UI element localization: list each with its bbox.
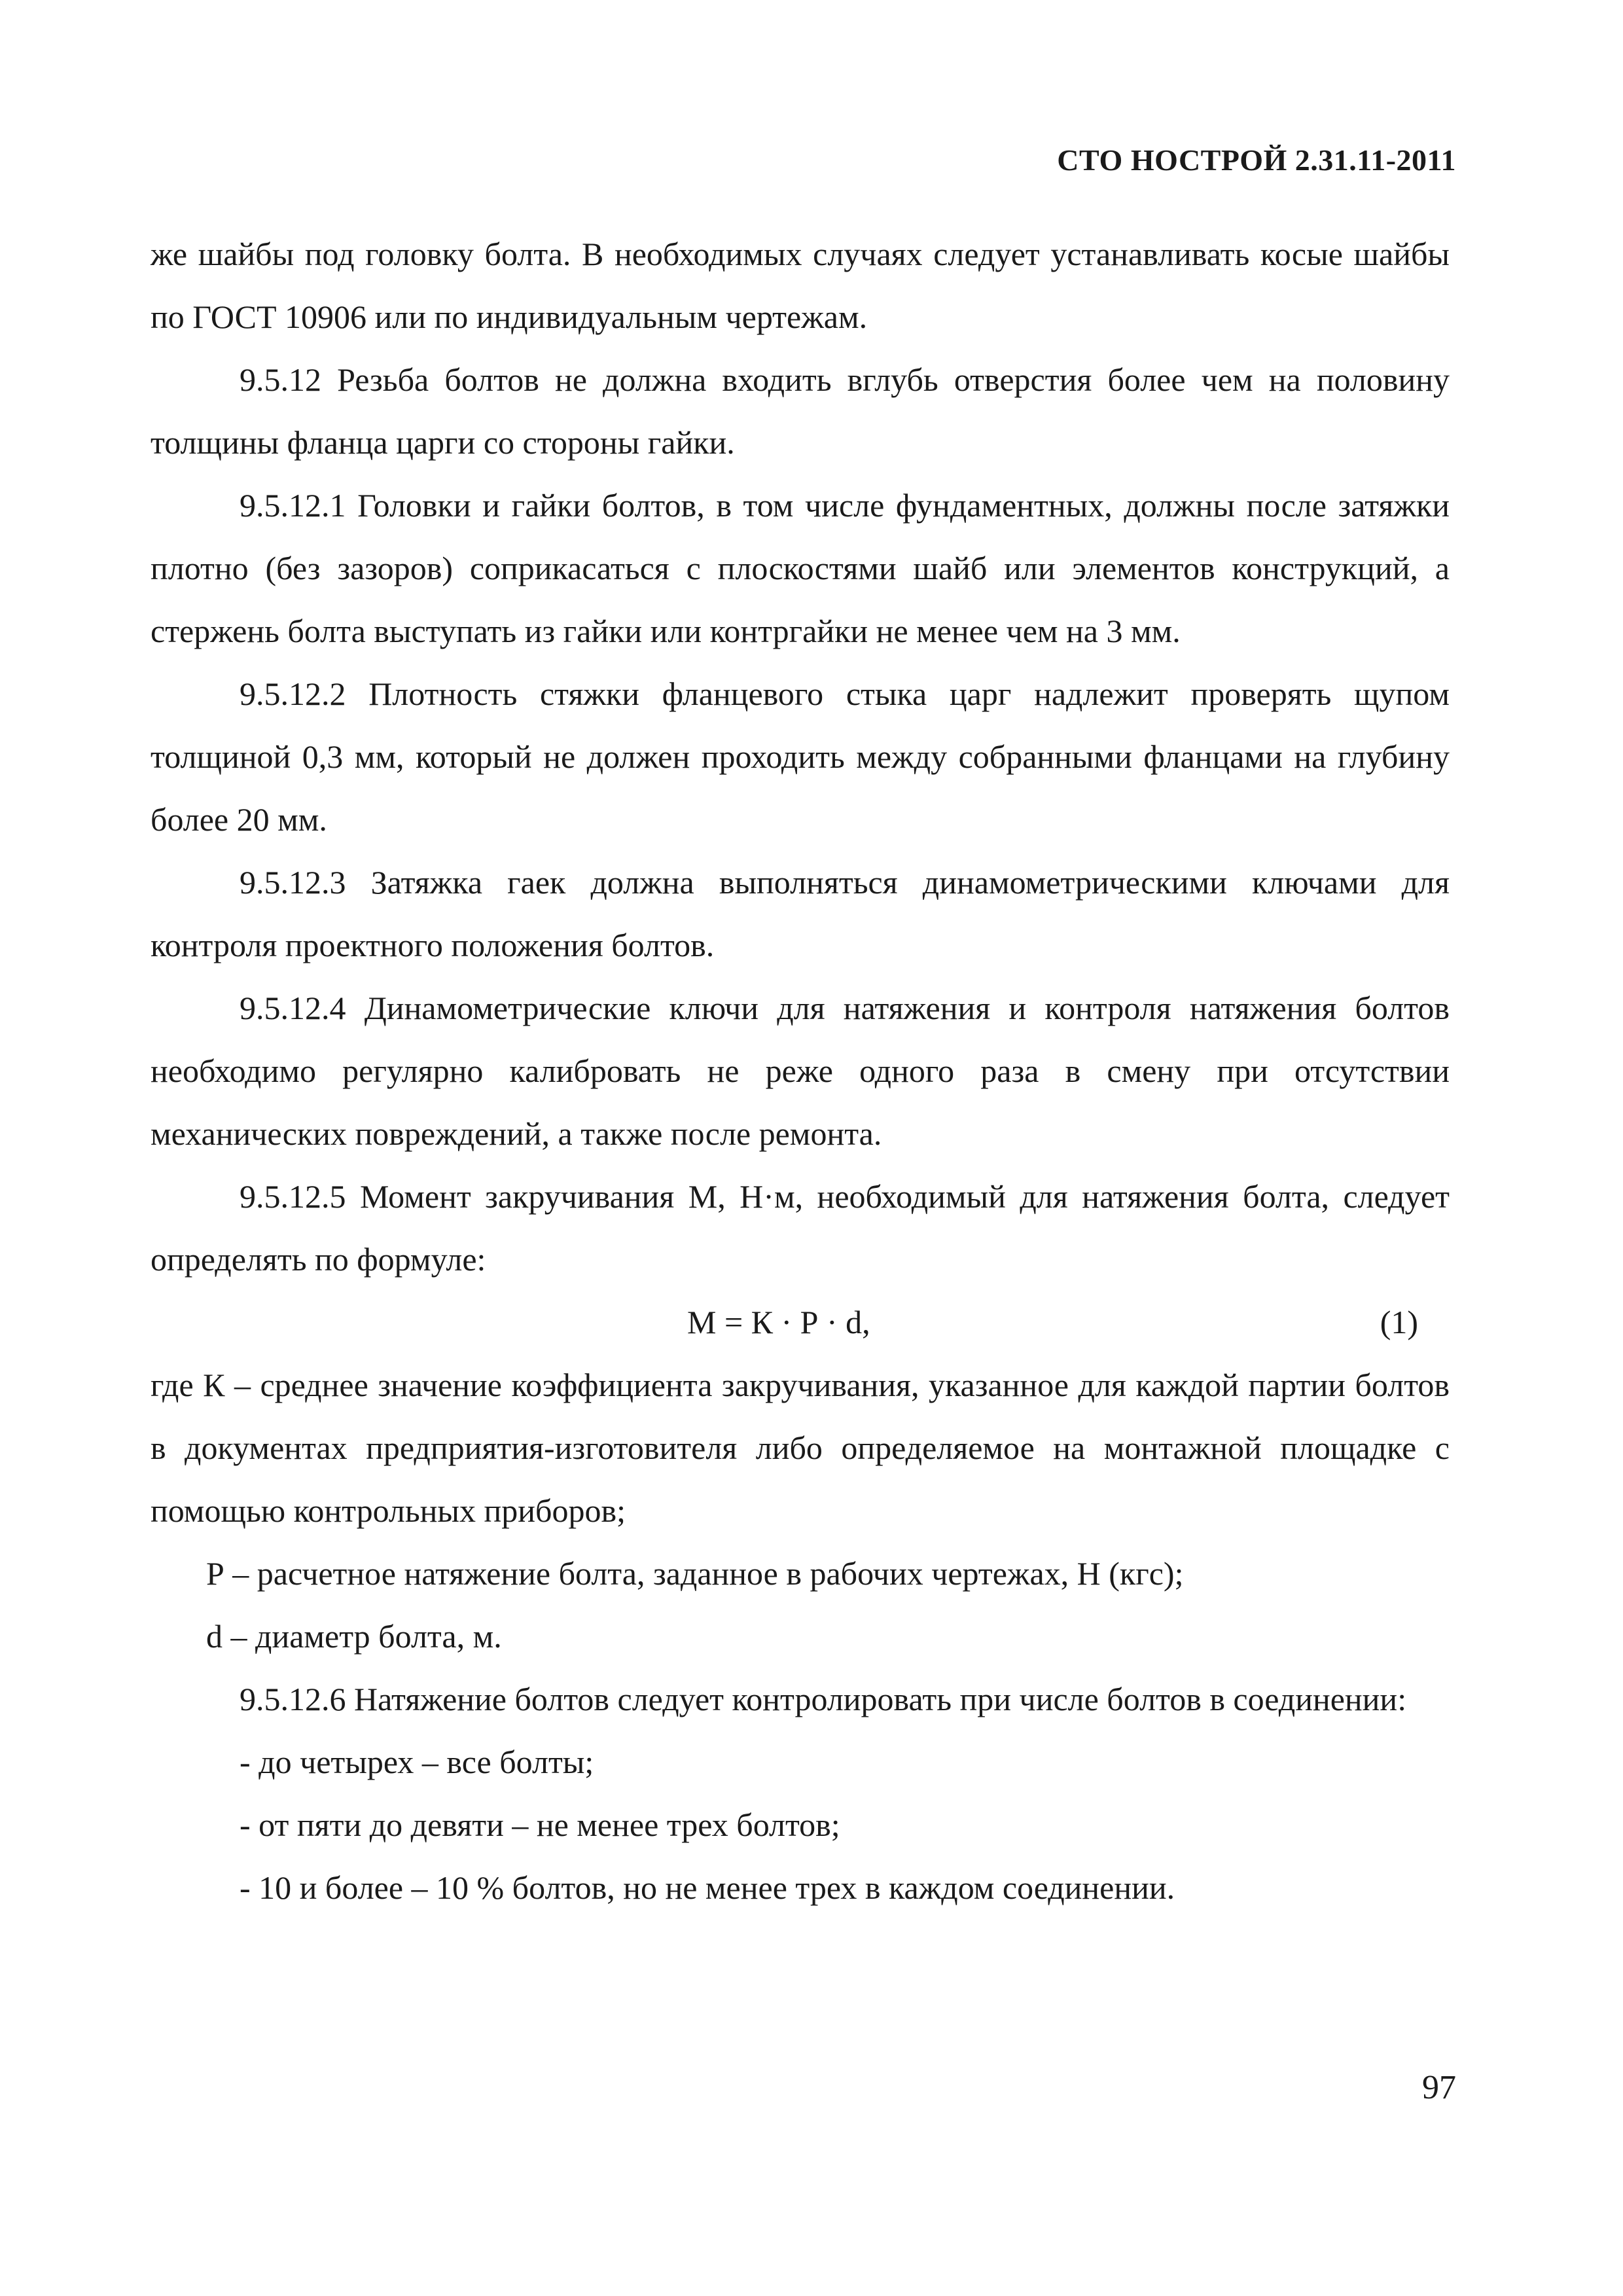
formula-explanation-p: Р – расчетное натяжение болта, заданное в рабочих чертежах, Н (кгс); [206,1555,1184,1592]
formula-row [151,1291,1450,1354]
list-item: - до четырех – все болты; [240,1744,594,1780]
paragraph-9-5-12-1: 9.5.12.1 Головки и гайки болтов, в том числе фундаментных, должны после затяжки плотно (без зазоров) соприкасаться с плоскостями шайб или элементов конструкций, а стержень болта выступать из гайки или контргайки не менее чем на 3 мм. [151,487,1450,649]
paragraph-9-5-12-6: 9.5.12.6 Натяжение болтов следует контролировать при числе болтов в соединении: [240,1681,1407,1717]
paragraph-9-5-12-4: 9.5.12.4 Динамометрические ключи для натяжения и контроля натяжения болтов необходимо регулярно калибровать не реже одного раза в смену при отсутствии механических повреждений, а также после ремонта. [151,990,1450,1152]
formula-explanation-d: d – диаметр болта, м. [206,1618,502,1655]
document-code-header: СТО НОСТРОЙ 2.31.11-2011 [1057,143,1456,177]
list-item: - от пяти до девяти – не менее трех болтов; [240,1806,840,1843]
formula-explanation-k: где К – среднее значение коэффициента закручивания, указанное для каждой партии болтов в документах предприятия-изготовителя либо определяемое на монтажной площадке с помощью контрольных приборов; [151,1367,1450,1529]
list-item: - 10 и более – 10 % болтов, но не менее трех в каждом соединении. [240,1869,1175,1906]
formula-number: (1) [1380,1304,1418,1340]
paragraph-9-5-12-2: 9.5.12.2 Плотность стяжки фланцевого стыка царг надлежит проверять щупом толщиной 0,3 мм, который не должен проходить между собранными фланцами на глубину более 20 мм. [151,675,1450,838]
page-number: 97 [1422,2069,1456,2106]
paragraph-9-5-12: 9.5.12 Резьба болтов не должна входить вглубь отверстия более чем на половину толщины фланца царги со стороны гайки. [151,361,1450,461]
body-text [151,223,1450,1919]
paragraph-9-5-12-3: 9.5.12.3 Затяжка гаек должна выполняться динамометрическими ключами для контроля проектного положения болтов. [151,864,1450,963]
formula-expression: М = К · Р · d, [687,1304,870,1340]
paragraph-continuation: же шайбы под головку болта. В необходимых случаях следует устанавливать косые шайбы по ГОСТ 10906 или по индивидуальным чертежам. [151,236,1450,335]
paragraph-9-5-12-5: 9.5.12.5 Момент закручивания М, Н·м, необходимый для натяжения болта, следует определять по формуле: [151,1178,1450,1278]
